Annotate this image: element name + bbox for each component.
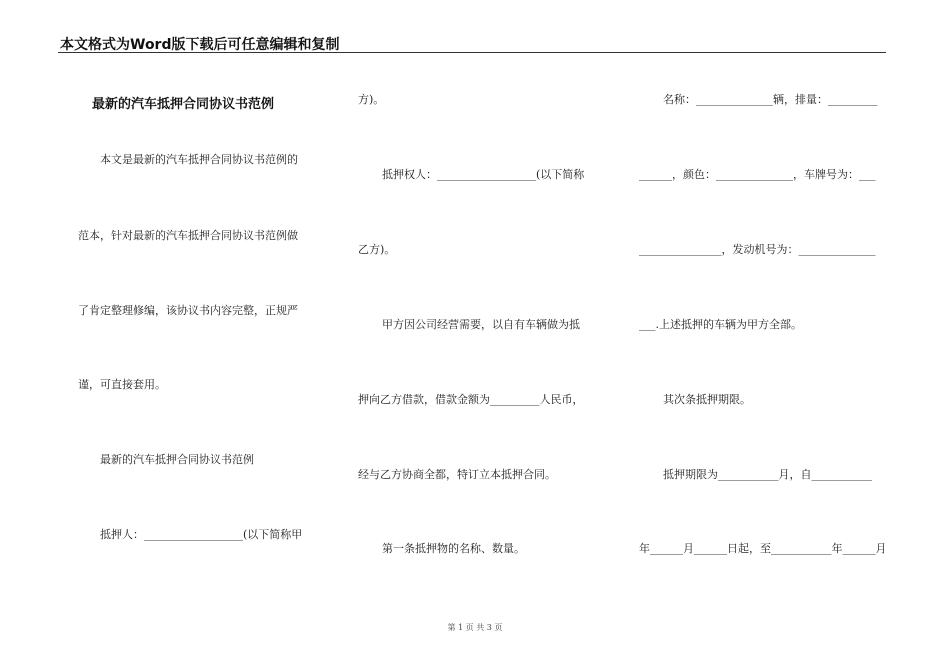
col2-line-3: 乙方)。: [358, 243, 396, 256]
col2-line-6: 经与乙方协商全都，特订立本抵押合同。: [358, 468, 556, 481]
col2-line-1: 方)。: [358, 93, 385, 106]
col2-line-2: 抵押权人：__________________(以下简称: [382, 168, 585, 181]
col2-line-4: 甲方因公司经营需要，以自有车辆做为抵: [382, 318, 580, 331]
col3-line-4: ___.上述抵押的车辆为甲方全部。: [639, 318, 802, 331]
col3-line-3: _______________，发动机号为：______________: [639, 243, 876, 256]
header-rule: [58, 52, 886, 53]
col3-line-7: 年______月______日起，至___________年______月: [639, 542, 887, 555]
col3-line-5: 其次条抵押期限。: [663, 393, 751, 406]
col1-line-5: 最新的汽车抵押合同协议书范例: [100, 453, 254, 466]
col1-line-3: 了肯定整理修编，该协议书内容完整，正规严: [78, 304, 298, 317]
page-number-footer: 第 1 页 共 3 页: [447, 623, 503, 632]
col3-line-6: 抵押期限为___________月，自___________: [663, 468, 872, 481]
col3-line-1: 名称：______________辆，排量：_________: [663, 93, 878, 106]
col1-line-4: 谨，可直接套用。: [78, 378, 166, 391]
col1-line-2: 范本，针对最新的汽车抵押合同协议书范例做: [78, 229, 298, 242]
document-title: 最新的汽车抵押合同协议书范例: [92, 97, 275, 112]
header-title: 本文格式为Word版下载后可任意编辑和复制: [60, 37, 340, 53]
col2-line-5: 押向乙方借款，借款金额为_________人民币，: [358, 393, 584, 406]
col1-line-6: 抵押人：__________________(以下简称甲: [100, 528, 303, 541]
col3-line-2: ______，颜色：______________，车牌号为：___: [639, 168, 876, 181]
col2-line-7: 第一条抵押物的名称、数量。: [382, 542, 525, 555]
col1-line-1: 本文是最新的汽车抵押合同协议书范例的: [100, 153, 298, 166]
